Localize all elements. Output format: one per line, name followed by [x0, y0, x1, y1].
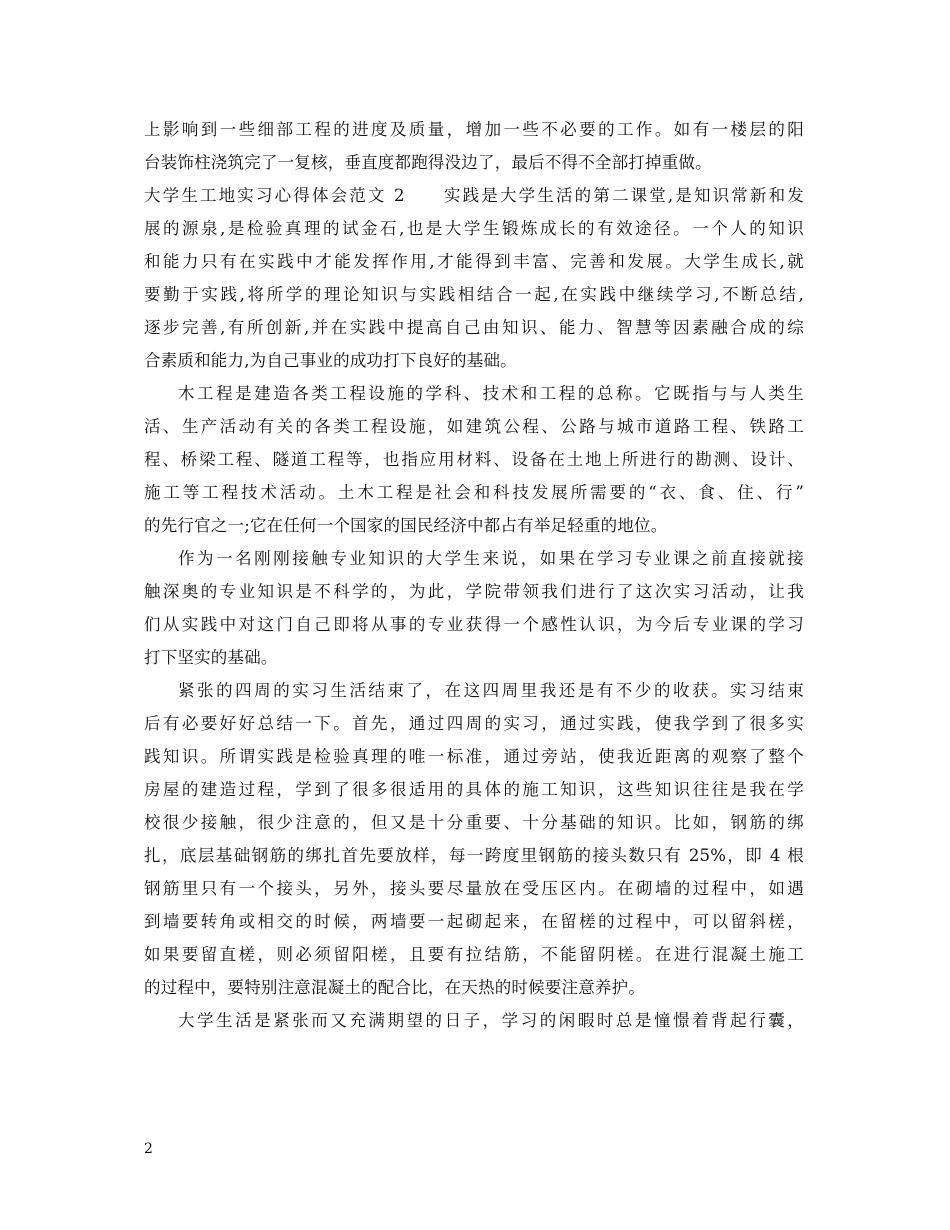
text-line: 如果要留直槎，则必须留阳槎，且要有拉结筋，不能留阴槎。在进行混凝土施工 [144, 945, 804, 964]
text-line: 展的源泉,是检验真理的试金石,也是大学生锻炼成长的有效途径。一个人的知识 [144, 219, 804, 238]
section-heading-line: 大学生工地实习心得体会范文 2 实践是大学生活的第二课堂,是知识常新和发 [144, 186, 804, 205]
text-line: 们从实践中对这门自己即将从事的专业获得一个感性认识，为今后专业课的学习 [144, 615, 804, 634]
text-line: 钢筋里只有一个接头，另外，接头要尽量放在受压区内。在砌墙的过程中，如遇 [144, 879, 804, 898]
text-line: 校很少接触，很少注意的，但又是十分重要、十分基础的知识。比如，钢筋的绑 [144, 813, 804, 832]
text-line: 践知识。所谓实践是检验真理的唯一标准，通过旁站，使我近距离的观察了整个 [144, 747, 804, 766]
paragraph-start-line: 紧张的四周的实习生活结束了，在这四周里我还是有不少的收获。实习结束 [178, 681, 804, 700]
text-line: 和能力只有在实践中才能发挥作用,才能得到丰富、完善和发展。大学生成长,就 [144, 252, 804, 271]
text-line: 逐步完善,有所创新,并在实践中提高自己由知识、能力、智慧等因素融合成的综 [144, 318, 804, 337]
text-line: 要勤于实践,将所学的理论知识与实践相结合一起,在实践中继续学习,不断总结, [144, 285, 804, 304]
paragraph-start-line: 大学生活是紧张而又充满期望的日子，学习的闲暇时总是憧憬着背起行囊， [178, 1011, 804, 1030]
paragraph-start-line: 木工程是建造各类工程设施的学科、技术和工程的总称。它既指与与人类生 [178, 384, 804, 403]
paragraph-start-line: 作为一名刚刚接触专业知识的大学生来说，如果在学习专业课之前直接就接 [178, 549, 804, 568]
text-line: 上影响到一些细部工程的进度及质量，增加一些不必要的工作。如有一楼层的阳 [144, 120, 804, 139]
text-line: 合素质和能力,为自己事业的成功打下良好的基础。 [144, 351, 517, 370]
text-line: 台装饰柱浇筑完了一复核，垂直度都跑得没边了，最后不得不全部打掉重做。 [144, 153, 712, 172]
page-number: 2 [144, 1141, 153, 1157]
document-body [144, 117, 804, 1041]
text-line: 活、生产活动有关的各类工程设施，如建筑公程、公路与城市道路工程、铁路工 [144, 417, 804, 436]
text-line: 触深奥的专业知识是不科学的，为此，学院带领我们进行了这次实习活动，让我 [144, 582, 804, 601]
text-line: 的先行官之一;它在任何一个国家的国民经济中都占有举足轻重的地位。 [144, 516, 668, 535]
text-line: 程、桥梁工程、隧道工程等，也指应用材料、设备在土地上所进行的勘测、设计、 [144, 450, 804, 469]
text-line: 到墙要转角或相交的时候，两墙要一起砌起来，在留槎的过程中，可以留斜槎， [144, 912, 804, 931]
text-line: 的过程中，要特别注意混凝土的配合比，在天热的时候要注意养护。 [144, 978, 645, 997]
text-line: 房屋的建造过程，学到了很多很适用的具体的施工知识，这些知识往往是我在学 [144, 780, 804, 799]
text-line: 打下坚实的基础。 [144, 648, 278, 667]
text-line: 后有必要好好总结一下。首先，通过四周的实习，通过实践，使我学到了很多实 [144, 714, 804, 733]
text-line: 施工等工程技术活动。土木工程是社会和科技发展所需要的“衣、食、住、行” [144, 483, 804, 502]
text-line: 扎，底层基础钢筋的绑扎首先要放样，每一跨度里钢筋的接头数只有 25%，即 4 根 [144, 846, 804, 865]
